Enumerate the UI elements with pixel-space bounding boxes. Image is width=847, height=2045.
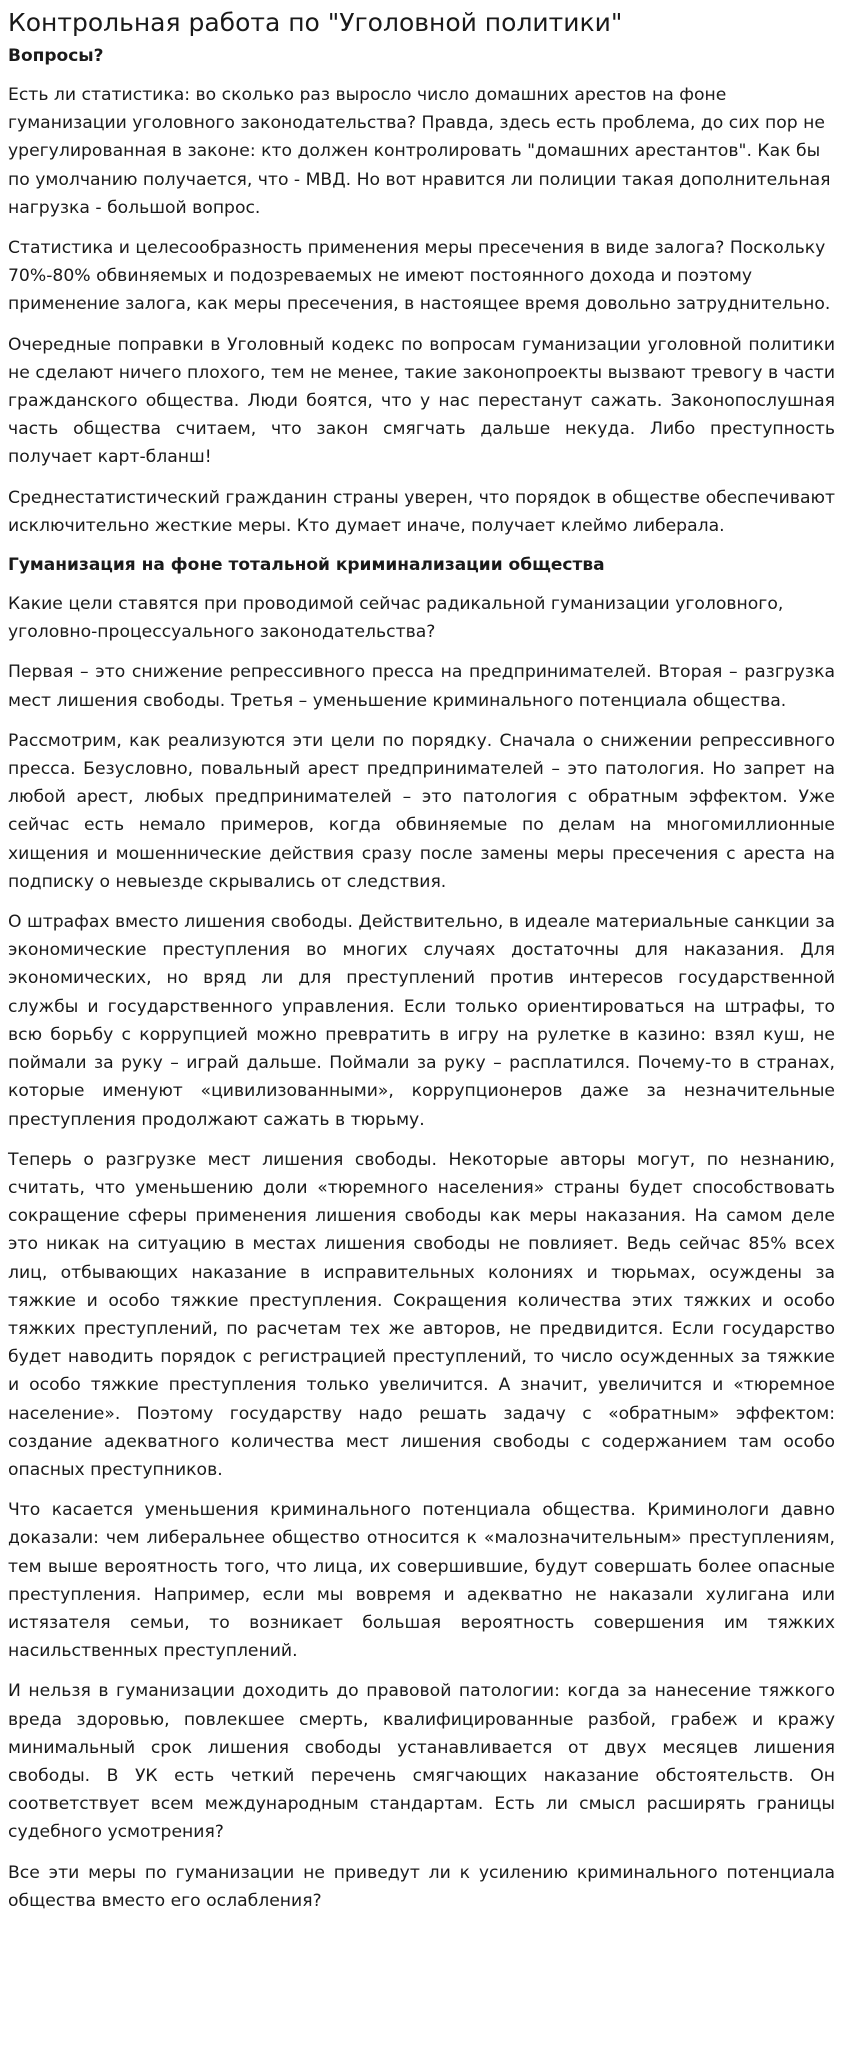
paragraph: И нельзя в гуманизации доходить до правовой патологии: когда за нанесение тяжкого вреда здоровью, повлекшее смерть, квалифицированные разбой, грабеж и кражу минимальный срок лишения свободы устанавливается от двух месяцев лишения свободы. В УК есть четкий перечень смягчающих наказание обстоятельств. Он соответствует всем международным стандартам. Есть ли смысл расширять границы судебного усмотрения? <box>8 1681 835 1843</box>
paragraph: Все эти меры по гуманизации не приведут ли к усилению криминального потенциала общества вместо его ослабления? <box>8 1862 835 1911</box>
paragraph: Первая – это снижение репрессивного пресса на предпринимателей. Вторая – разгрузка мест лишения свободы. Третья – уменьшение криминального потенциала общества. <box>8 662 835 711</box>
paragraph: О штрафах вместо лишения свободы. Действительно, в идеале материальные санкции за экономические преступления во многих случаях достаточны для наказания. Для экономических, но вряд ли для преступлений против интересов государственной службы и государственного управления. Если только ориентироваться на штрафы, то всю борьбу с коррупцией можно превратить в игру на рулетке в казино: взял куш, не поймали за руку – играй дальше. Поймали за руку – расплатился. Почему-то в странах, которые именуют «цивилизованными», коррупционеров даже за незначительные преступления продолжают сажать в тюрьму. <box>8 912 835 1130</box>
paragraph: Очередные поправки в Уголовный кодекс по вопросам гуманизации уголовной политики не сделают ничего плохого, тем не менее, такие законопроекты вызвают тревогу в части гражданского общества. Люди боятся, что у нас перестанут сажать. Законопослушная часть общества считаем, что закон смягчать дальше некуда. Либо преступность получает карт-бланш! <box>8 334 835 468</box>
paragraph: Какие цели ставятся при проводимой сейчас радикальной гуманизации уголовного, уголовно-процессуального законодательства? <box>8 594 784 643</box>
paragraph: Есть ли статистика: во сколько раз выросло число домашних арестов на фоне гуманизации уголовного законодательства? Правда, здесь есть проблема, до сих пор не урегулированная в законе: кто должен контролировать "домашних арестантов". Как бы по умолчанию получается, что - МВД. Но вот нравится ли полиции такая дополнительная нагрузка - большой вопрос. <box>8 85 831 218</box>
section-heading: Гуманизация на фоне тотальной криминализации общества <box>8 555 605 576</box>
questions-heading: Вопросы? <box>8 46 104 66</box>
paragraph: Что касается уменьшения криминального потенциала общества. Криминологи давно доказали: чем либеральнее общество относится к «малозначительным» преступлениям, тем выше вероятность того, что лица, их совершившие, будут совершать более опасные преступления. Например, если мы вовремя и адекватно не наказали хулигана или истязателя семьи, то возникает большая вероятность совершения им тяжких насильственных преступлений. <box>8 1500 835 1662</box>
paragraph: Рассмотрим, как реализуются эти цели по порядку. Сначала о снижении репрессивного пресса. Безусловно, повальный арест предпринимателей – это патология. Но запрет на любой арест, любых предпринимателей – это патология с обратным эффектом. Уже сейчас есть немало примеров, когда обвиняемые по делам на многомиллионные хищения и мошеннические действия сразу после замены меры пресечения с ареста на подписку о невыезде скрывались от следствия. <box>8 730 835 892</box>
paragraph: Среднестатистический гражданин страны уверен, что порядок в обществе обеспечивают исключительно жесткие меры. Кто думает иначе, получает клеймо либерала. <box>8 487 835 536</box>
paragraph: Статистика и целесообразность применения меры пресечения в виде залога? Поскольку 70%-80% обвиняемых и подозреваемых не имеют постоянного дохода и поэтому применение залога, как меры пресечения, в настоящее время довольно затруднительно. <box>8 238 831 315</box>
document-title: Контрольная работа по "Уголовной политики" <box>8 8 623 37</box>
paragraph: Теперь о разгрузке мест лишения свободы. Некоторые авторы могут, по незнанию, считать, что уменьшению доли «тюремного населения» страны будет способствовать сокращение сферы применения лишения свободы как меры наказания. На самом деле это никак на ситуацию в местах лишения свободы не повлияет. Ведь сейчас 85% всех лиц, отбывающих наказание в исправительных колониях и тюрьмах, осуждены за тяжкие и особо тяжкие преступления. Сокращения количества этих тяжких и особо тяжких преступлений, по расчетам тех же авторов, не предвидится. Если государство будет наводить порядок с регистрацией преступлений, то число осужденных за тяжкие и особо тяжкие преступления только увеличится. А значит, увеличится и «тюремное население». Поэтому государству надо решать задачу с «обратным» эффектом: создание адекватного количества мест лишения свободы с содержанием там особо опасных преступников. <box>8 1149 835 1480</box>
